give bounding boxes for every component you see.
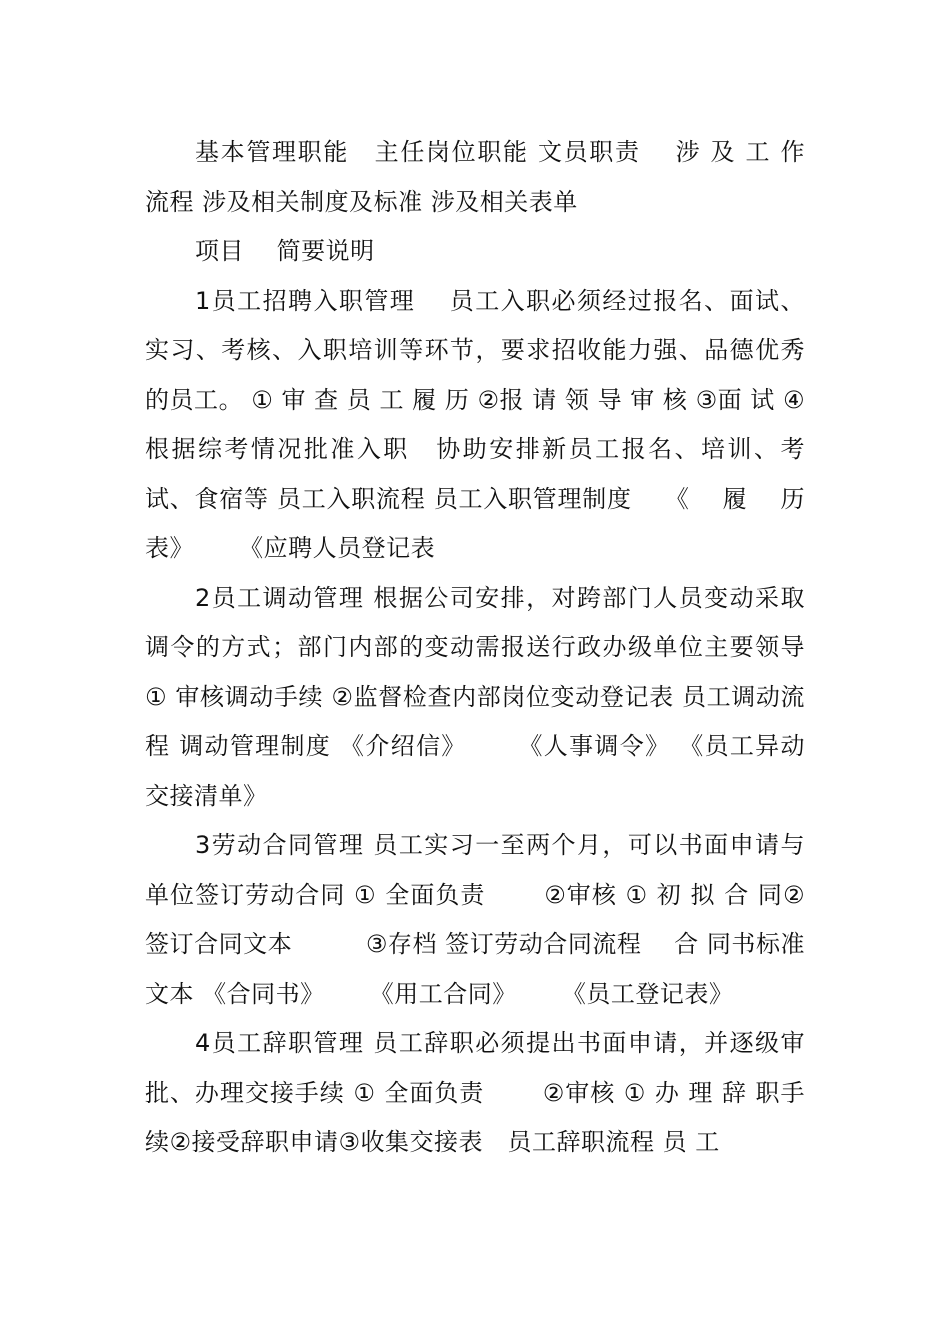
transfer-paragraph: 2员工调动管理 根据公司安排，对跨部门人员变动采取调令的方式；部门内部的变动需报送行政办级单位主要领导 ① 审核调动手续 ②监督检查内部岗位变动登记表 员工调动流程 调动管理制度 《介绍信》 《人事调令》 《员工异动交接清单》: [145, 583, 805, 810]
resignation-paragraph: 4员工辞职管理 员工辞职必须提出书面申请，并逐级审批、办理交接手续 ① 全面负责 ②审核 ① 办 理 辞 职手续②接受辞职申请③收集交接表 员工辞职流程 员 工: [145, 1029, 805, 1156]
contract-paragraph: 3劳动合同管理 员工实习一至两个月，可以书面申请与单位签订劳动合同 ① 全面负责 ②审核 ① 初 拟 合 同②签订合同文本 ③存档 签订劳动合同流程 合 同书标准文本 《合同书》 《用工合同》 《员工登记表》: [145, 831, 805, 1008]
column-heading-paragraph: 项目 简要说明: [195, 237, 375, 265]
document-body: [145, 128, 805, 1168]
header-row-paragraph: 基本管理职能 主任岗位职能 文员职责 涉 及 工 作 流程 涉及相关制度及标准 涉及相关表单: [145, 138, 805, 216]
recruitment-paragraph: 1员工招聘入职管理 员工入职必须经过报名、面试、实习、考核、入职培训等环节，要求招收能力强、品德优秀的员工。 ① 审 查 员 工 履 历 ②报 请 领 导 审 核 ③面 试 ④根据综考情况批准入职 协助安排新员工报名、培训、考试、食宿等 员工入职流程 员工入职管理制度 《 履 历表》 《应聘人员登记表: [145, 286, 805, 562]
